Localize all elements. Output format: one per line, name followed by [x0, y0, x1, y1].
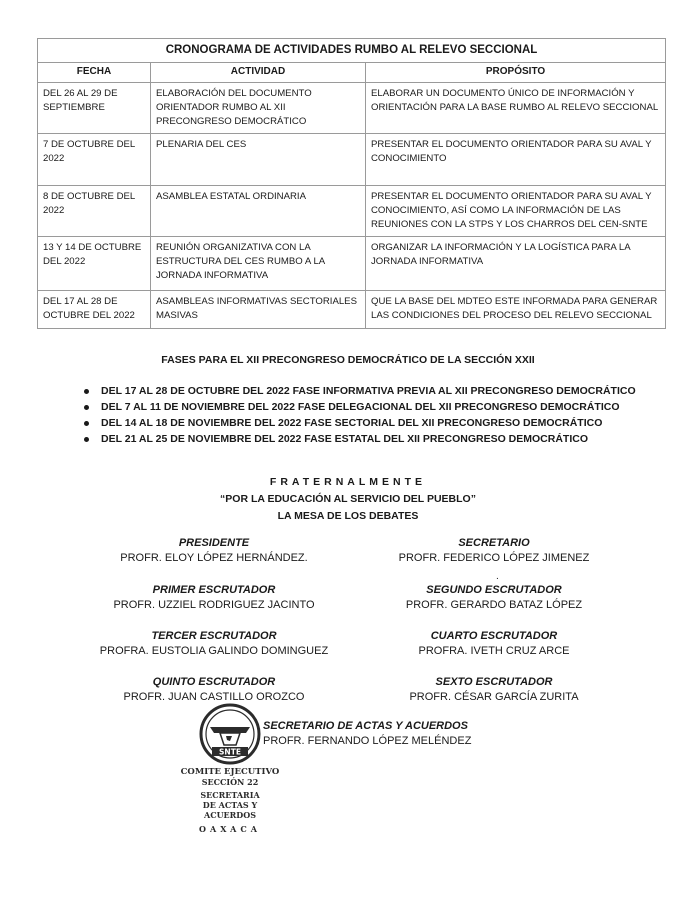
table-row [38, 134, 666, 186]
cronograma-table [37, 38, 666, 329]
signature-secretario [364, 536, 624, 567]
list-item [84, 383, 636, 399]
bullet-icon [84, 389, 89, 394]
fases-title: FASES PARA EL XII PRECONGRESO DEMOCRÁTICO DE LA SECCIÓN XXII [161, 354, 535, 366]
signature-name: PROFR. JUAN CASTILLO OROZCO [123, 691, 305, 703]
signature-name: PROFRA. EUSTOLIA GALINDO DOMINGUEZ [99, 645, 329, 657]
fraternalmente-text: FRATERNALMENTE [269, 476, 427, 488]
cell-proposito: PRESENTAR EL DOCUMENTO ORIENTADOR PARA SU AVAL Y CONOCIMIENTO, ASÍ COMO LA INFORMACIÓN DE LAS REUNIONES CON LA STPS Y LOS CHARROS DEL CEN-SNTE [366, 186, 666, 237]
signature-name: PROFR. ELOY LÓPEZ HERNÁNDEZ. [120, 552, 308, 564]
signature-role: PRIMER ESCRUTADOR [152, 584, 276, 596]
fase-text: DEL 17 AL 28 DE OCTUBRE DEL 2022 FASE INFORMATIVA PREVIA AL XII PRECONGRESO DEMOCRÁTICO [101, 385, 636, 397]
list-item [84, 431, 636, 447]
cell-proposito: QUE LA BASE DEL MDTEO ESTE INFORMADA PARA GENERAR LAS CONDICIONES DEL PROCESO DEL RELEVO SECCIONAL [366, 291, 666, 329]
signature-role: TERCER ESCRUTADOR [151, 630, 277, 642]
signature-name: PROFR. GERARDO BATAZ LÓPEZ [405, 599, 583, 611]
stamp-logo-text: SNTE [219, 747, 241, 757]
bullet-icon [84, 421, 89, 426]
table-row [38, 186, 666, 237]
cell-fecha: 8 DE OCTUBRE DEL 2022 [38, 186, 151, 237]
list-item [84, 399, 636, 415]
cell-proposito: ORGANIZAR LA INFORMACIÓN Y LA LOGÍSTICA PARA LA JORNADA INFORMATIVA [366, 237, 666, 291]
official-stamp [180, 703, 280, 833]
fases-list [84, 383, 636, 447]
signature-cuarto-escrutador [364, 629, 624, 660]
table-row [38, 291, 666, 329]
cell-fecha: DEL 26 AL 29 DE SEPTIEMBRE [38, 83, 151, 134]
dot-mark: . [496, 571, 499, 582]
mesa-debates-text: LA MESA DE LOS DEBATES [277, 510, 419, 522]
signature-role: SEXTO ESCRUTADOR [435, 676, 553, 688]
header-fecha: FECHA [38, 63, 151, 83]
cell-actividad: PLENARIA DEL CES [151, 134, 366, 186]
stamp-secretaria: SECRETARIA [200, 790, 260, 800]
bullet-icon [84, 437, 89, 442]
signature-primer-escrutador [84, 583, 344, 614]
bullet-icon [84, 405, 89, 410]
signature-role: CUARTO ESCRUTADOR [430, 630, 558, 642]
fase-text: DEL 14 AL 18 DE NOVIEMBRE DEL 2022 FASE SECTORIAL DEL XII PRECONGRESO DEMOCRÁTICO [101, 417, 603, 429]
cell-actividad: ELABORACIÓN DEL DOCUMENTO ORIENTADOR RUMBO AL XII PRECONGRESO DEMOCRÁTICO [151, 83, 366, 134]
stamp-estado: OAXACA [199, 824, 261, 834]
cell-fecha: 7 DE OCTUBRE DEL 2022 [38, 134, 151, 186]
signature-secretario-actas [263, 719, 471, 750]
signature-role: SEGUNDO ESCRUTADOR [426, 584, 562, 596]
signature-name: PROFRA. IVETH CRUZ ARCE [418, 645, 570, 657]
cell-proposito: PRESENTAR EL DOCUMENTO ORIENTADOR PARA SU AVAL Y CONOCIMIENTO [366, 134, 666, 186]
table-row [38, 83, 666, 134]
signature-segundo-escrutador [364, 583, 624, 614]
signature-name: PROFR. FEDERICO LÓPEZ JIMENEZ [398, 552, 590, 564]
signature-presidente [84, 536, 344, 567]
list-item [84, 415, 636, 431]
cell-fecha: 13 Y 14 DE OCTUBRE DEL 2022 [38, 237, 151, 291]
signature-role: PRESIDENTE [178, 537, 250, 549]
cell-actividad: REUNIÓN ORGANIZATIVA CON LA ESTRUCTURA DEL CES RUMBO A LA JORNADA INFORMATIVA [151, 237, 366, 291]
fase-text: DEL 21 AL 25 DE NOVIEMBRE DEL 2022 FASE ESTATAL DEL XII PRECONGRESO DEMOCRÁTICO [101, 433, 588, 445]
cell-actividad: ASAMBLEA ESTATAL ORDINARIA [151, 186, 366, 237]
signature-role: QUINTO ESCRUTADOR [152, 676, 276, 688]
table-row [38, 237, 666, 291]
signature-role: SECRETARIO [458, 537, 530, 549]
header-actividad: ACTIVIDAD [151, 63, 366, 83]
fase-text: DEL 7 AL 11 DE NOVIEMBRE DEL 2022 FASE DELEGACIONAL DEL XII PRECONGRESO DEMOCRÁTICO [101, 401, 620, 413]
stamp-actas: DE ACTAS Y ACUERDOS [202, 800, 258, 820]
cell-actividad: ASAMBLEAS INFORMATIVAS SECTORIALES MASIVAS [151, 291, 366, 329]
cell-proposito: ELABORAR UN DOCUMENTO ÚNICO DE INFORMACIÓN Y ORIENTACIÓN PARA LA BASE RUMBO AL RELEVO SECCIONAL [366, 83, 666, 134]
header-proposito: PROPÓSITO [366, 63, 666, 83]
cell-fecha: DEL 17 AL 28 DE OCTUBRE DEL 2022 [38, 291, 151, 329]
signature-name: PROFR. FERNANDO LÓPEZ MELÉNDEZ [263, 735, 472, 747]
table-title: CRONOGRAMA DE ACTIVIDADES RUMBO AL RELEVO SECCIONAL [38, 39, 666, 63]
signature-name: PROFR. UZZIEL RODRIGUEZ JACINTO [113, 599, 315, 611]
signature-tercer-escrutador [84, 629, 344, 660]
signature-role: SECRETARIO DE ACTAS Y ACUERDOS [263, 720, 468, 732]
stamp-seccion: SECCIÓN 22 [201, 777, 259, 787]
signature-quinto-escrutador [84, 675, 344, 706]
stamp-seal-icon [196, 703, 264, 765]
stamp-comite: COMITE EJECUTIVO [180, 767, 280, 777]
signature-name: PROFR. CÉSAR GARCÍA ZURITA [409, 691, 579, 703]
signature-sexto-escrutador [364, 675, 624, 706]
lema-text: “POR LA EDUCACIÓN AL SERVICIO DEL PUEBLO” [220, 493, 476, 505]
